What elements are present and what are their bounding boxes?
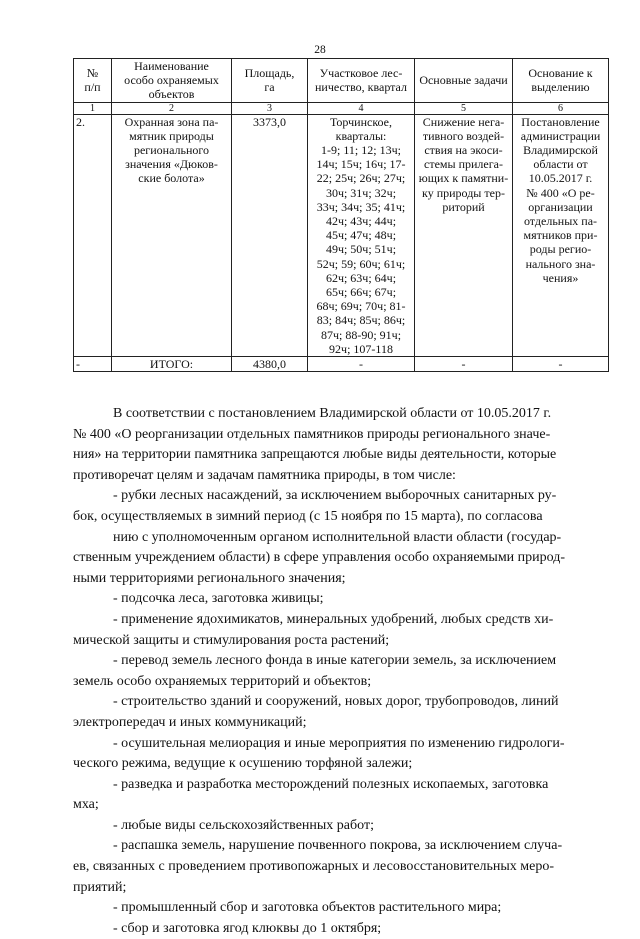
text-line: - разведка и разработка месторождений полезных ископаемых, заготовка — [113, 776, 549, 792]
cell-line: 65ч; 66ч; 67ч; — [325, 285, 397, 300]
text-line: - применение ядохимикатов, минеральных удобрений, любых средств хи- — [113, 611, 554, 627]
cell-line: Основание к — [528, 66, 593, 81]
text-line: противоречат целям и задачам памятника природы, в том числе: — [73, 467, 456, 483]
text-line: - подсочка леса, заготовка живицы; — [113, 591, 324, 607]
cell-line: Участковое лес- — [319, 66, 403, 81]
text-line: - рубки лесных насаждений, за исключением выборочных санитарных ру- — [113, 488, 557, 504]
cell-line: 45ч; 47ч; 48ч; — [325, 228, 397, 243]
header-cell — [232, 59, 308, 103]
area-size: 3373,0 — [232, 114, 308, 356]
total-num: - — [74, 357, 112, 372]
cell-line: Наименование — [134, 59, 209, 73]
header-cell — [74, 59, 112, 103]
cell-line: объектов — [148, 87, 195, 102]
cell-line: п/п — [84, 80, 101, 95]
cell-line: значения «Дюков- — [125, 157, 218, 172]
cell-line: мятников при- — [523, 228, 598, 243]
header-cell — [513, 59, 609, 103]
text-line: ев, связанных с проведением противопожарных и лесовосстановительных меро- — [73, 859, 555, 875]
total-area: 4380,0 — [232, 357, 308, 372]
column-number: 5 — [415, 102, 513, 114]
text-line: - сбор и заготовка ягод клюквы до 1 октября; — [113, 920, 382, 936]
text-line: ния» на территории памятника запрещаются любые виды деятельности, которые — [73, 447, 557, 463]
cell-line: чения» — [542, 270, 579, 285]
cell-line: мятник природы — [129, 128, 214, 143]
basis — [513, 114, 609, 356]
header-cell — [308, 59, 415, 103]
cell-line: 52ч; 59; 60ч; 61ч; — [316, 256, 406, 271]
cell-line: 22; 25ч; 26ч; 27ч; — [316, 171, 406, 186]
cell-line: Постановление — [521, 114, 600, 129]
cell-line: ские болота» — [138, 171, 205, 186]
row-number: 2. — [74, 114, 112, 356]
text-line: земель особо охраняемых территорий и объектов; — [73, 673, 372, 689]
cell-line: № — [86, 66, 99, 81]
cell-line: роды регио- — [529, 242, 592, 257]
text-line: электропередач и иных коммуникаций; — [73, 714, 307, 730]
cell-line: 42ч; 43ч; 44ч; — [325, 214, 397, 229]
column-number: 4 — [308, 102, 415, 114]
total-tasks: - — [415, 357, 513, 372]
text-line: ственным учреждением области) в сфере управления особо охраняемыми природ- — [73, 550, 566, 566]
column-number: 3 — [232, 102, 308, 114]
area-name — [112, 114, 232, 356]
protected-areas-table — [73, 58, 609, 372]
text-line: № 400 «О реорганизации отдельных памятников природы регионального значе- — [73, 426, 551, 442]
cell-line: ку природы тер- — [422, 185, 505, 200]
cell-line: тивного воздей- — [422, 128, 505, 143]
table-header-row — [74, 59, 609, 103]
cell-line: Торчинское, — [329, 114, 393, 129]
text-line: В соответствии с постановлением Владимирской области от 10.05.2017 г. — [113, 406, 552, 421]
column-number: 1 — [74, 102, 112, 114]
cell-line: ничество, квартал — [315, 80, 407, 95]
cell-line: 68ч; 69ч; 70ч; 81- — [316, 299, 406, 314]
cell-line: нального зна- — [525, 256, 596, 271]
cell-line: № 400 «О ре- — [526, 185, 595, 200]
page-number: 28 — [314, 44, 326, 56]
text-line: - строительство зданий и сооружений, новых дорог, трубопроводов, линий — [113, 694, 559, 710]
cell-line: стемы прилега- — [424, 157, 503, 172]
column-number: 6 — [513, 102, 609, 114]
text-line: ческого режима, ведущие к осушению торфяной залежи; — [73, 756, 413, 772]
total-basis: - — [513, 357, 609, 372]
cell-line: риторий — [442, 199, 485, 214]
cell-line: выделению — [531, 80, 590, 95]
cell-line: особо охраняемых — [124, 73, 219, 88]
text-line: мической защиты и стимулирования роста растений; — [73, 632, 390, 648]
cell-line: га — [264, 80, 275, 95]
text-line: приятий; — [73, 879, 127, 895]
cell-line: организации — [528, 199, 593, 214]
cell-line: ющих к памятни- — [418, 171, 509, 186]
header-cell — [112, 59, 232, 103]
cell-line: 49ч; 50ч; 51ч; — [325, 242, 397, 257]
cell-line: 33ч; 34ч; 35; 41ч; — [316, 199, 406, 214]
cell-line: 92ч; 107-118 — [329, 341, 393, 356]
cell-line: 87ч; 88-90; 91ч; — [320, 327, 402, 342]
cell-line: 62ч; 63ч; 64ч; — [325, 270, 397, 285]
text-line: ными территориями регионального значения; — [73, 570, 346, 586]
cell-line: 14ч; 15ч; 16ч; 17- — [316, 157, 406, 172]
cell-line: области от — [533, 157, 588, 172]
text-line: - осушительная мелиорация и иные мероприятия по изменению гидрологи- — [113, 735, 565, 751]
main-tasks — [415, 114, 513, 356]
cell-line: Основные задачи — [419, 73, 508, 88]
forestry-quarters — [308, 114, 415, 356]
cell-line: Охранная зона па- — [124, 114, 219, 129]
text-line: мха; — [73, 797, 99, 813]
column-number: 2 — [112, 102, 232, 114]
cell-line: 30ч; 31ч; 32ч; — [325, 185, 397, 200]
text-line: - промышленный сбор и заготовка объектов растительного мира; — [113, 900, 502, 916]
total-forestry: - — [308, 357, 415, 372]
cell-line: Владимирской — [523, 143, 598, 158]
text-line: нию с уполномоченным органом исполнительной власти области (государ- — [113, 529, 562, 545]
column-number-row — [74, 102, 609, 114]
text-line: бок, осуществляемых в зимний период (с 15 ноября по 15 марта), по согласова — [73, 508, 543, 524]
cell-line: 83; 84ч; 85ч; 86ч; — [316, 313, 406, 328]
total-row — [74, 357, 609, 372]
total-label: ИТОГО: — [112, 357, 232, 372]
cell-line: отдельных па- — [523, 214, 598, 229]
body-text — [73, 404, 608, 939]
table-row — [74, 114, 609, 356]
header-cell — [415, 59, 513, 103]
text-line: - перевод земель лесного фонда в иные категории земель, за исключением — [113, 653, 557, 669]
cell-line: 10.05.2017 г. — [528, 171, 593, 186]
cell-line: ствия на экоси- — [424, 143, 503, 158]
cell-line: Площадь, — [244, 66, 295, 81]
cell-line: кварталы: — [335, 128, 387, 143]
cell-line: Снижение нега- — [422, 114, 505, 129]
cell-line: 1-9; 11; 12; 13ч; — [321, 143, 401, 158]
cell-line: регионального — [133, 143, 210, 158]
text-line: - распашка земель, нарушение почвенного покрова, за исключением случа- — [113, 838, 563, 854]
cell-line: администрации — [520, 128, 601, 143]
text-line: - любые виды сельскохозяйственных работ; — [113, 817, 374, 833]
